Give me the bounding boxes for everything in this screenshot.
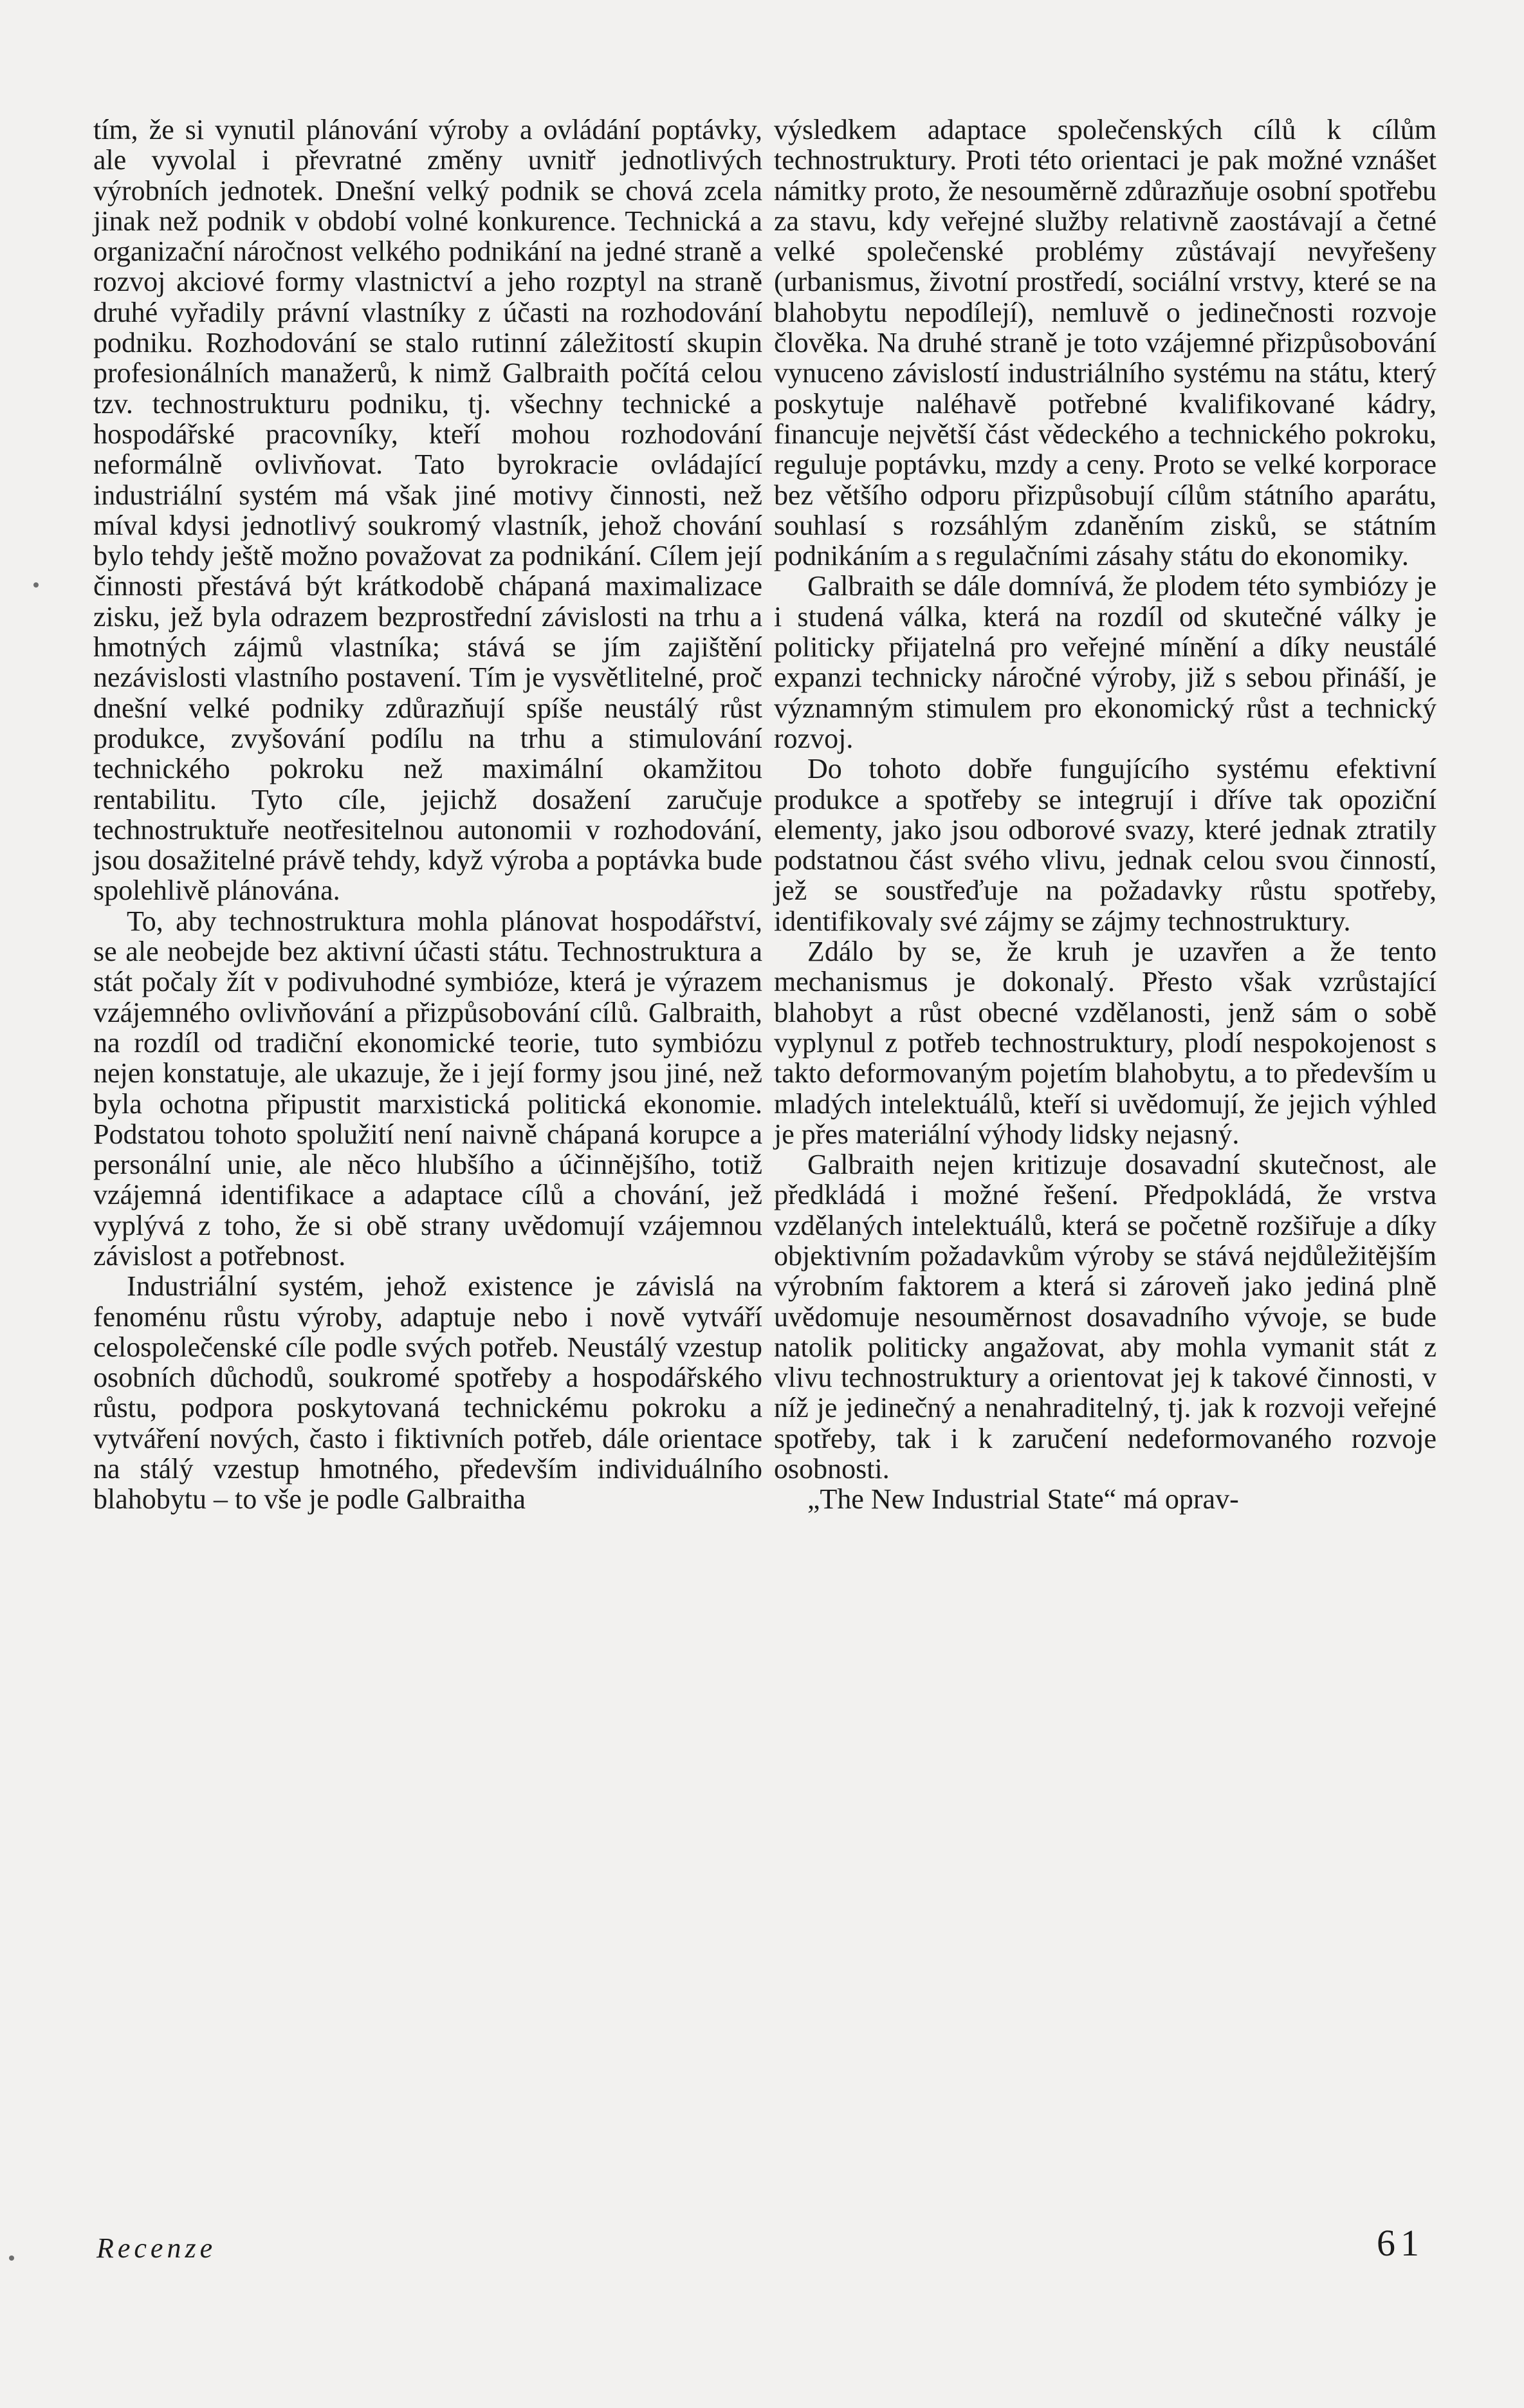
running-footer-title: Recenze [96,2232,217,2264]
left-column [93,115,762,1515]
right-paragraph-2: Galbraith se dále domnívá, že plodem této symbiózy je i studená válka, která na rozdíl od skutečné války je politicky přijatelná pro veřejné mínění a díky neustálé expanzi technicky náročné výroby, již s sebou přináší, je významným stimulem pro ekonomický růst a technický rozvoj. [774,570,1437,754]
page-number: 61 [1377,2222,1424,2264]
left-paragraph-3: Industriální systém, jehož existence je závislá na fenoménu růstu výroby, adaptuje nebo i nově vytváří celospolečenské cíle podle svých potřeb. Neustálý vzestup osobních důchodů, soukromé spotřeby a hospodářského růstu, podpora poskytovaná technickému pokroku a vytváření nových, často i fiktivních potřeb, dále orientace na stálý vzestup hmotného, především individuálního blahobytu – to vše je podle Galbraitha [93,1270,762,1515]
margin-dot-mark [9,2255,14,2261]
right-paragraph-4: Zdálo by se, že kruh je uzavřen a že tento mechanismus je dokonalý. Přesto však vzrůstající blahobyt a růst obecné vzdělanosti, jenž sám o sobě vyplynul z potřeb technostruktury, plodí nespokojenost s takto deformovaným pojetím blahobytu, a to především u mladých intelektuálů, kteří si uvědomují, že jejich výhled je přes materiální výhody lidsky nejasný. [774,936,1437,1150]
left-paragraph-2: To, aby technostruktura mohla plánovat hospodářství, se ale neobejde bez aktivní účasti státu. Technostruktura a stát počaly žít v podivuhodné symbióze, která je výrazem vzájemného ovlivňování a přizpůsobování cílů. Galbraith, na rozdíl od tradiční ekonomické teorie, tuto symbiózu nejen konstatuje, ale ukazuje, že i její formy jsou jiné, než byla ochotna připustit marxistická politická ekonomie. Podstatou tohoto spolužití není naivně chápaná korupce a personální unie, ale něco hlubšího a účinnějšího, totiž vzájemná identifikace a adaptace cílů a chování, jež vyplývá z toho, že si obě strany uvědomují vzájemnou závislost a potřebnost. [93,905,762,1272]
right-paragraph-5: Galbraith nejen kritizuje dosavadní skutečnost, ale předkládá i možné řešení. Předpokládá, že vrstva vzdělaných intelektuálů, která se početně rozšiřuje a díky objektivním požadavkům výroby se stává nejdůležitějším výrobním faktorem a která si zároveň jako jediná plně uvědomuje nesouměrnost dosavadního vývoje, se bude natolik politicky angažovat, aby mohla vymanit stát z vlivu technostruktury a orientovat jej k takové činnosti, v níž je jedinečný a nenahraditelný, tj. jak k rozvoji veřejné spotřeby, tak i k zaručení nedeformovaného rozvoje osobnosti. [774,1149,1437,1485]
right-paragraph-1: výsledkem adaptace společenských cílů k cílům technostruktury. Proti této orientaci je pak možné vznášet námitky proto, že nesouměrně zdůrazňuje osobní spotřebu za stavu, kdy veřejné služby relativně zaostávají a četné velké společenské problémy zůstávají nevyřešeny (urbanismus, životní prostředí, sociální vrstvy, které se na blahobytu nepodílejí), nemluvě o jedinečnosti rozvoje člověka. Na druhé straně je toto vzájemné přizpůsobování vynuceno závislostí industriálního systému na státu, který poskytuje naléhavě potřebné kvalifikované kádry, financuje největší část vědeckého a technického pokroku, reguluje poptávku, mzdy a ceny. Proto se velké korporace bez většího odporu přizpůsobují cílům státního aparátu, souhlasí s rozsáhlým zdaněním zisků, se státním podnikáním a s regulačními zásahy státu do ekonomiky. [774,114,1437,572]
margin-dot-mark [33,582,39,588]
left-paragraph-1: tím, že si vynutil plánování výroby a ovládání poptávky, ale vyvolal i převratné změny uvnitř jednotlivých výrobních jednotek. Dnešní velký podnik se chová zcela jinak než podnik v období volné konkurence. Technická a organizační náročnost velkého podnikání na jedné straně a rozvoj akciové formy vlastnictví a jeho rozptyl na straně druhé vyřadily právní vlastníky z účasti na rozhodování podniku. Rozhodování se stalo rutinní záležitostí skupin profesionálních manažerů, k nimž Galbraith počítá celou tzv. technostrukturu podniku, tj. všechny technické a hospodářské pracovníky, kteří mohou rozhodování neformálně ovlivňovat. Tato byrokracie ovládající industriální systém má však jiné motivy činnosti, než míval kdysi jednotlivý soukromý vlastník, jehož chování bylo tehdy ještě možno považovat za podnikání. Cílem její činnosti přestává být krátkodobě chápaná maximalizace zisku, jež byla odrazem bezprostřední závislosti na trhu a hmotných zájmů vlastníka; stává se jím zajištění nezávislosti vlastního postavení. Tím je vysvětlitelné, proč dnešní velké podniky zdůrazňují spíše neustálý růst produkce, zvyšování podílu na trhu a stimulování technického pokroku než maximální okamžitou rentabilitu. Tyto cíle, jejichž dosažení zaručuje technostruktuře neotřesitelnou autonomii v rozhodování, jsou dosažitelné právě tehdy, když výroba a poptávka bude spolehlivě plánována. [93,114,762,907]
right-column [774,115,1437,1515]
right-paragraph-3: Do tohoto dobře fungujícího systému efektivní produkce a spotřeby se integrují i dříve tak opoziční elementy, jako jsou odborové svazy, které jednak ztratily podstatnou část svého vlivu, jednak celou svou činností, jež se soustřeďuje na požadavky růstu spotřeby, identifikovaly své zájmy se zájmy technostruktury. [774,753,1437,937]
right-paragraph-6: „The New Industrial State“ má oprav- [807,1483,1239,1515]
